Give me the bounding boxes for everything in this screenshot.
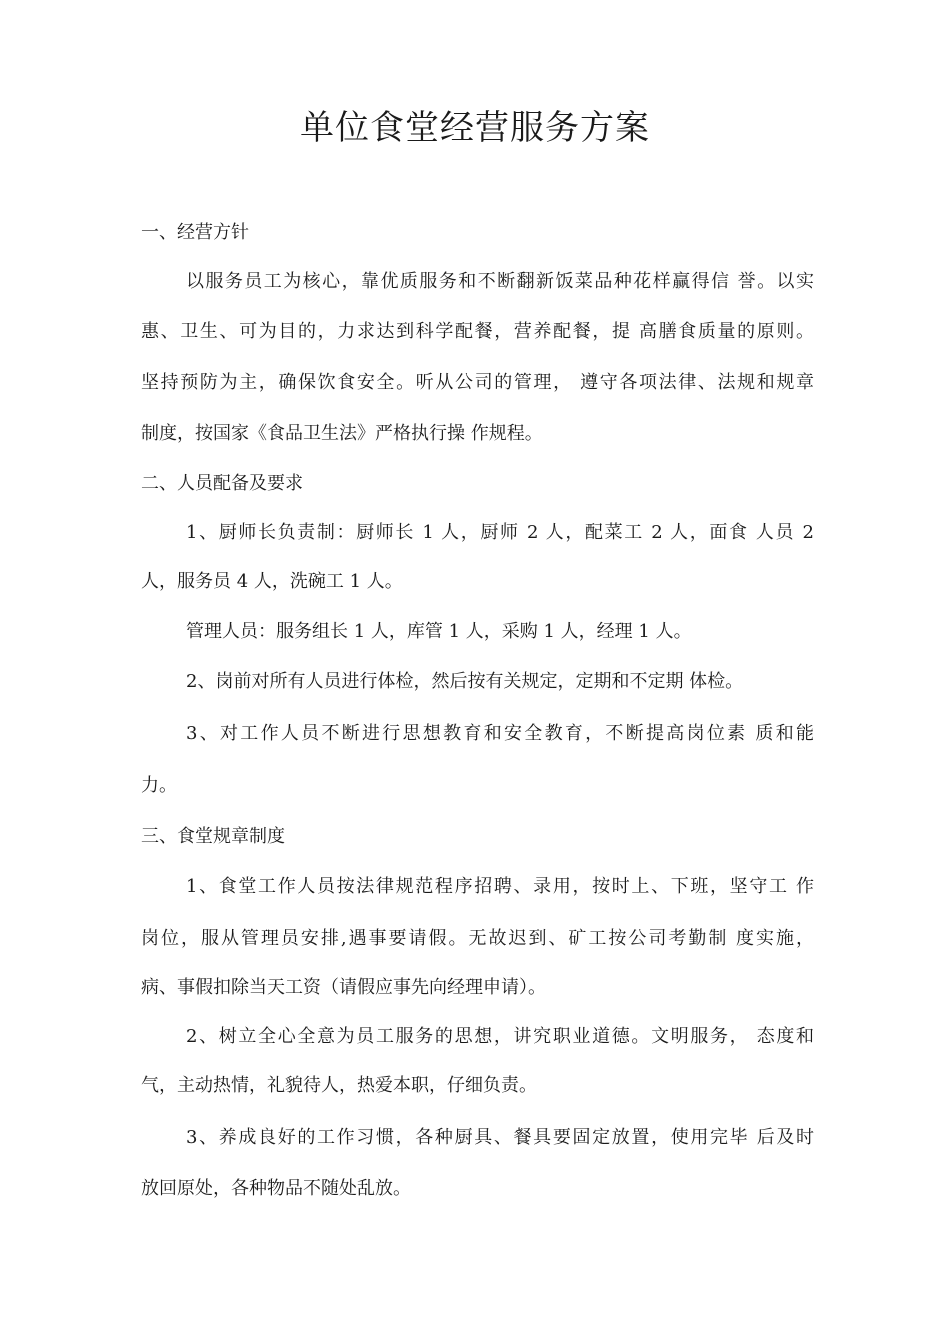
section-heading: 三、食堂规章制度 [141, 826, 285, 847]
paragraph-line: 岗位，服从管理员安排,遇事要请假。无故迟到、矿工按公司考勤制 度实施， [141, 928, 814, 949]
paragraph-line: 力。 [141, 775, 177, 796]
paragraph-line: 3、对工作人员不断进行思想教育和安全教育，不断提高岗位素 质和能 [186, 723, 814, 744]
paragraph-line: 1、食堂工作人员按法律规范程序招聘、录用，按时上、下班，坚守工 作 [186, 876, 814, 897]
paragraph-line: 管理人员：服务组长 1 人，库管 1 人，采购 1 人，经理 1 人。 [186, 621, 692, 642]
section-heading: 二、人员配备及要求 [141, 473, 303, 494]
paragraph-line: 制度，按国家《食品卫生法》严格执行操 作规程。 [141, 423, 543, 444]
section-heading: 一、经营方针 [141, 222, 249, 243]
paragraph-line: 病、事假扣除当天工资（请假应事先向经理申请）。 [141, 977, 546, 998]
paragraph-line: 人，服务员 4 人，洗碗工 1 人。 [141, 571, 403, 592]
document-title: 单位食堂经营服务方案 [300, 108, 650, 148]
paragraph-line: 坚持预防为主，确保饮食安全。听从公司的管理， 遵守各项法律、法规和规章 [141, 372, 814, 393]
paragraph-line: 2、岗前对所有人员进行体检，然后按有关规定，定期和不定期 体检。 [186, 671, 744, 692]
paragraph-line: 气，主动热情，礼貌待人，热爱本职，仔细负责。 [141, 1075, 537, 1096]
paragraph-line: 3、养成良好的工作习惯，各种厨具、餐具要固定放置，使用完毕 后及时 [186, 1127, 814, 1148]
paragraph-line: 2、树立全心全意为员工服务的思想，讲究职业道德。文明服务， 态度和 [186, 1026, 814, 1047]
paragraph-line: 惠、卫生、可为目的，力求达到科学配餐，营养配餐，提 高膳食质量的原则。 [141, 321, 814, 342]
paragraph-line: 放回原处，各种物品不随处乱放。 [141, 1178, 411, 1199]
paragraph-line: 以服务员工为核心，靠优质服务和不断翻新饭菜品种花样赢得信 誉。以实 [186, 271, 814, 292]
paragraph-line: 1、厨师长负责制：厨师长 1 人，厨师 2 人，配菜工 2 人，面食 人员 2 [186, 522, 814, 543]
